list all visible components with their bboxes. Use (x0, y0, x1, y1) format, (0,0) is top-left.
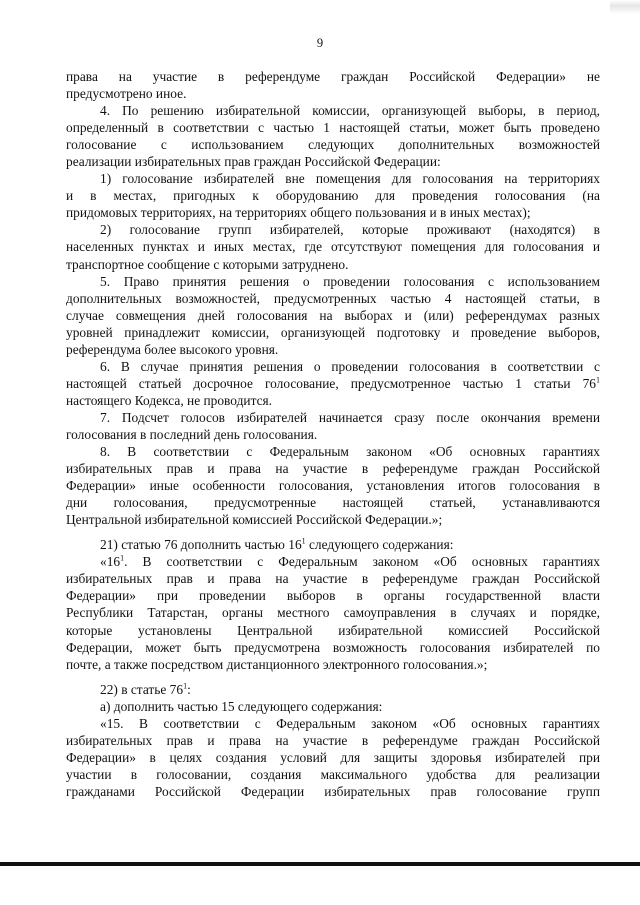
text-fragment: следующего содержания: (305, 537, 454, 553)
text-line: избирательных прав и права на участие в референдуме граждан Российской (66, 732, 600, 748)
text-line: реализации избирательных прав граждан Российской Федерации: (66, 154, 441, 170)
text-line: Федерации» при проведении выборов в органы государственной власти (66, 588, 600, 604)
text-line: участии в голосовании, создания максимального удобства для реализации (66, 766, 600, 782)
text-fragment: . В соответствии с Федеральным законом «Об основных гарантиях (124, 554, 600, 570)
text-line: и в местах, пригодных к оборудованию для проведения голосования (на (66, 188, 600, 204)
text-line: Центральной избирательной комиссией Российской Федерации.»; (66, 512, 443, 528)
text-line: а) дополнить частью 15 следующего содержания: (100, 698, 383, 714)
scan-edge-mark (610, 0, 640, 14)
text-line: 7. Подсчет голосов избирателей начинается сразу после окончания времени (100, 409, 600, 425)
text-line: транспортное сообщение с которыми затруднено. (66, 256, 349, 272)
text-fragment: 22) в статье 76 (100, 681, 184, 697)
text-line: населенных пунктах и иных местах, где отсутствуют помещения для голосования и (66, 239, 600, 255)
text-line: референдума более высокого уровня. (66, 341, 279, 357)
superscript: 1 (120, 553, 125, 563)
text-line: настоящего Кодекса, не проводится. (66, 392, 273, 408)
text-line: 6. В случае принятия решения о проведении голосования в соответствии с (100, 358, 600, 374)
text-line: случае совмещения дней голосования на выборах и (или) референдумах разных (66, 307, 600, 323)
text-line: Республики Татарстан, органы местного самоуправления в случаях и порядке, (66, 605, 600, 621)
text-line: права на участие в референдуме граждан Российской Федерации» не (66, 69, 600, 84)
text-line: 2) голосование групп избирателей, которые проживают (находятся) в (100, 222, 600, 238)
text-line: 8. В соответствии с Федеральным законом «Об основных гарантиях (100, 444, 600, 460)
text-line: которые установлены Центральной избирательной комиссией Российской (66, 622, 600, 638)
text-line: дополнительных возможностей, предусмотренных частью 4 настоящей статьи, в (66, 290, 600, 306)
text-line: 1) голосование избирателей вне помещения для голосования на территориях (100, 171, 600, 187)
text-line: уровней принадлежит комиссии, организующей подготовку и проведение выборов, (66, 324, 600, 340)
text-fragment: 21) статью 76 дополнить частью 16 (100, 537, 302, 553)
text-fragment: настоящей статьей досрочное голосование, предусмотренное частью 1 статьи 76 (66, 375, 596, 391)
text-line: 4. По решению избирательной комиссии, организующей выборы, в период, (100, 103, 600, 119)
text-line: придомовых территориях, на территориях общего пользования и в иных местах); (66, 205, 531, 221)
text-fragment: : (187, 681, 191, 697)
text-line: гражданами Российской Федерации избирательных прав голосование групп (66, 783, 600, 799)
text-line: Федерации, может быть предусмотрена возможность голосования избирателей по (66, 639, 600, 655)
text-line: предусмотрено иное. (66, 86, 187, 102)
text-line (66, 375, 600, 392)
text-line: почте, а также посредством дистанционного электронного голосования.»; (66, 656, 488, 672)
text-line (66, 681, 600, 698)
text-line: «15. В соответствии с Федеральным законом «Об основных гарантиях (100, 715, 600, 731)
text-line: Федерации» в целях создания условий для защиты здоровья избирателей при (66, 749, 600, 765)
text-line: определенный в соответствии с частью 1 настоящей статьи, может быть проведено (66, 120, 600, 136)
superscript: 1 (183, 681, 188, 691)
page-bottom-margin (0, 866, 640, 905)
text-line: дни голосования, предусмотренные настоящей статьей, устанавливаются (66, 495, 600, 511)
text-line: избирательных прав и права на участие в референдуме граждан Российской (66, 571, 600, 587)
document-body (66, 68, 600, 800)
superscript: 1 (596, 375, 600, 385)
text-fragment: «16 (100, 554, 121, 570)
text-line: Федерации» иные особенности голосования, установления итогов голосования в (66, 478, 600, 494)
text-line: избирательных прав и права на участие в референдуме граждан Российской (66, 461, 600, 477)
text-line (66, 536, 600, 553)
text-line: голосования в последний день голосования. (66, 426, 318, 442)
superscript: 1 (301, 536, 306, 546)
page-number: 9 (316, 36, 324, 50)
text-line: 5. Право принятия решения о проведении голосования с использованием (100, 273, 600, 289)
text-line: голосование с использованием следующих дополнительных возможностей (66, 137, 600, 153)
text-line (66, 553, 600, 570)
